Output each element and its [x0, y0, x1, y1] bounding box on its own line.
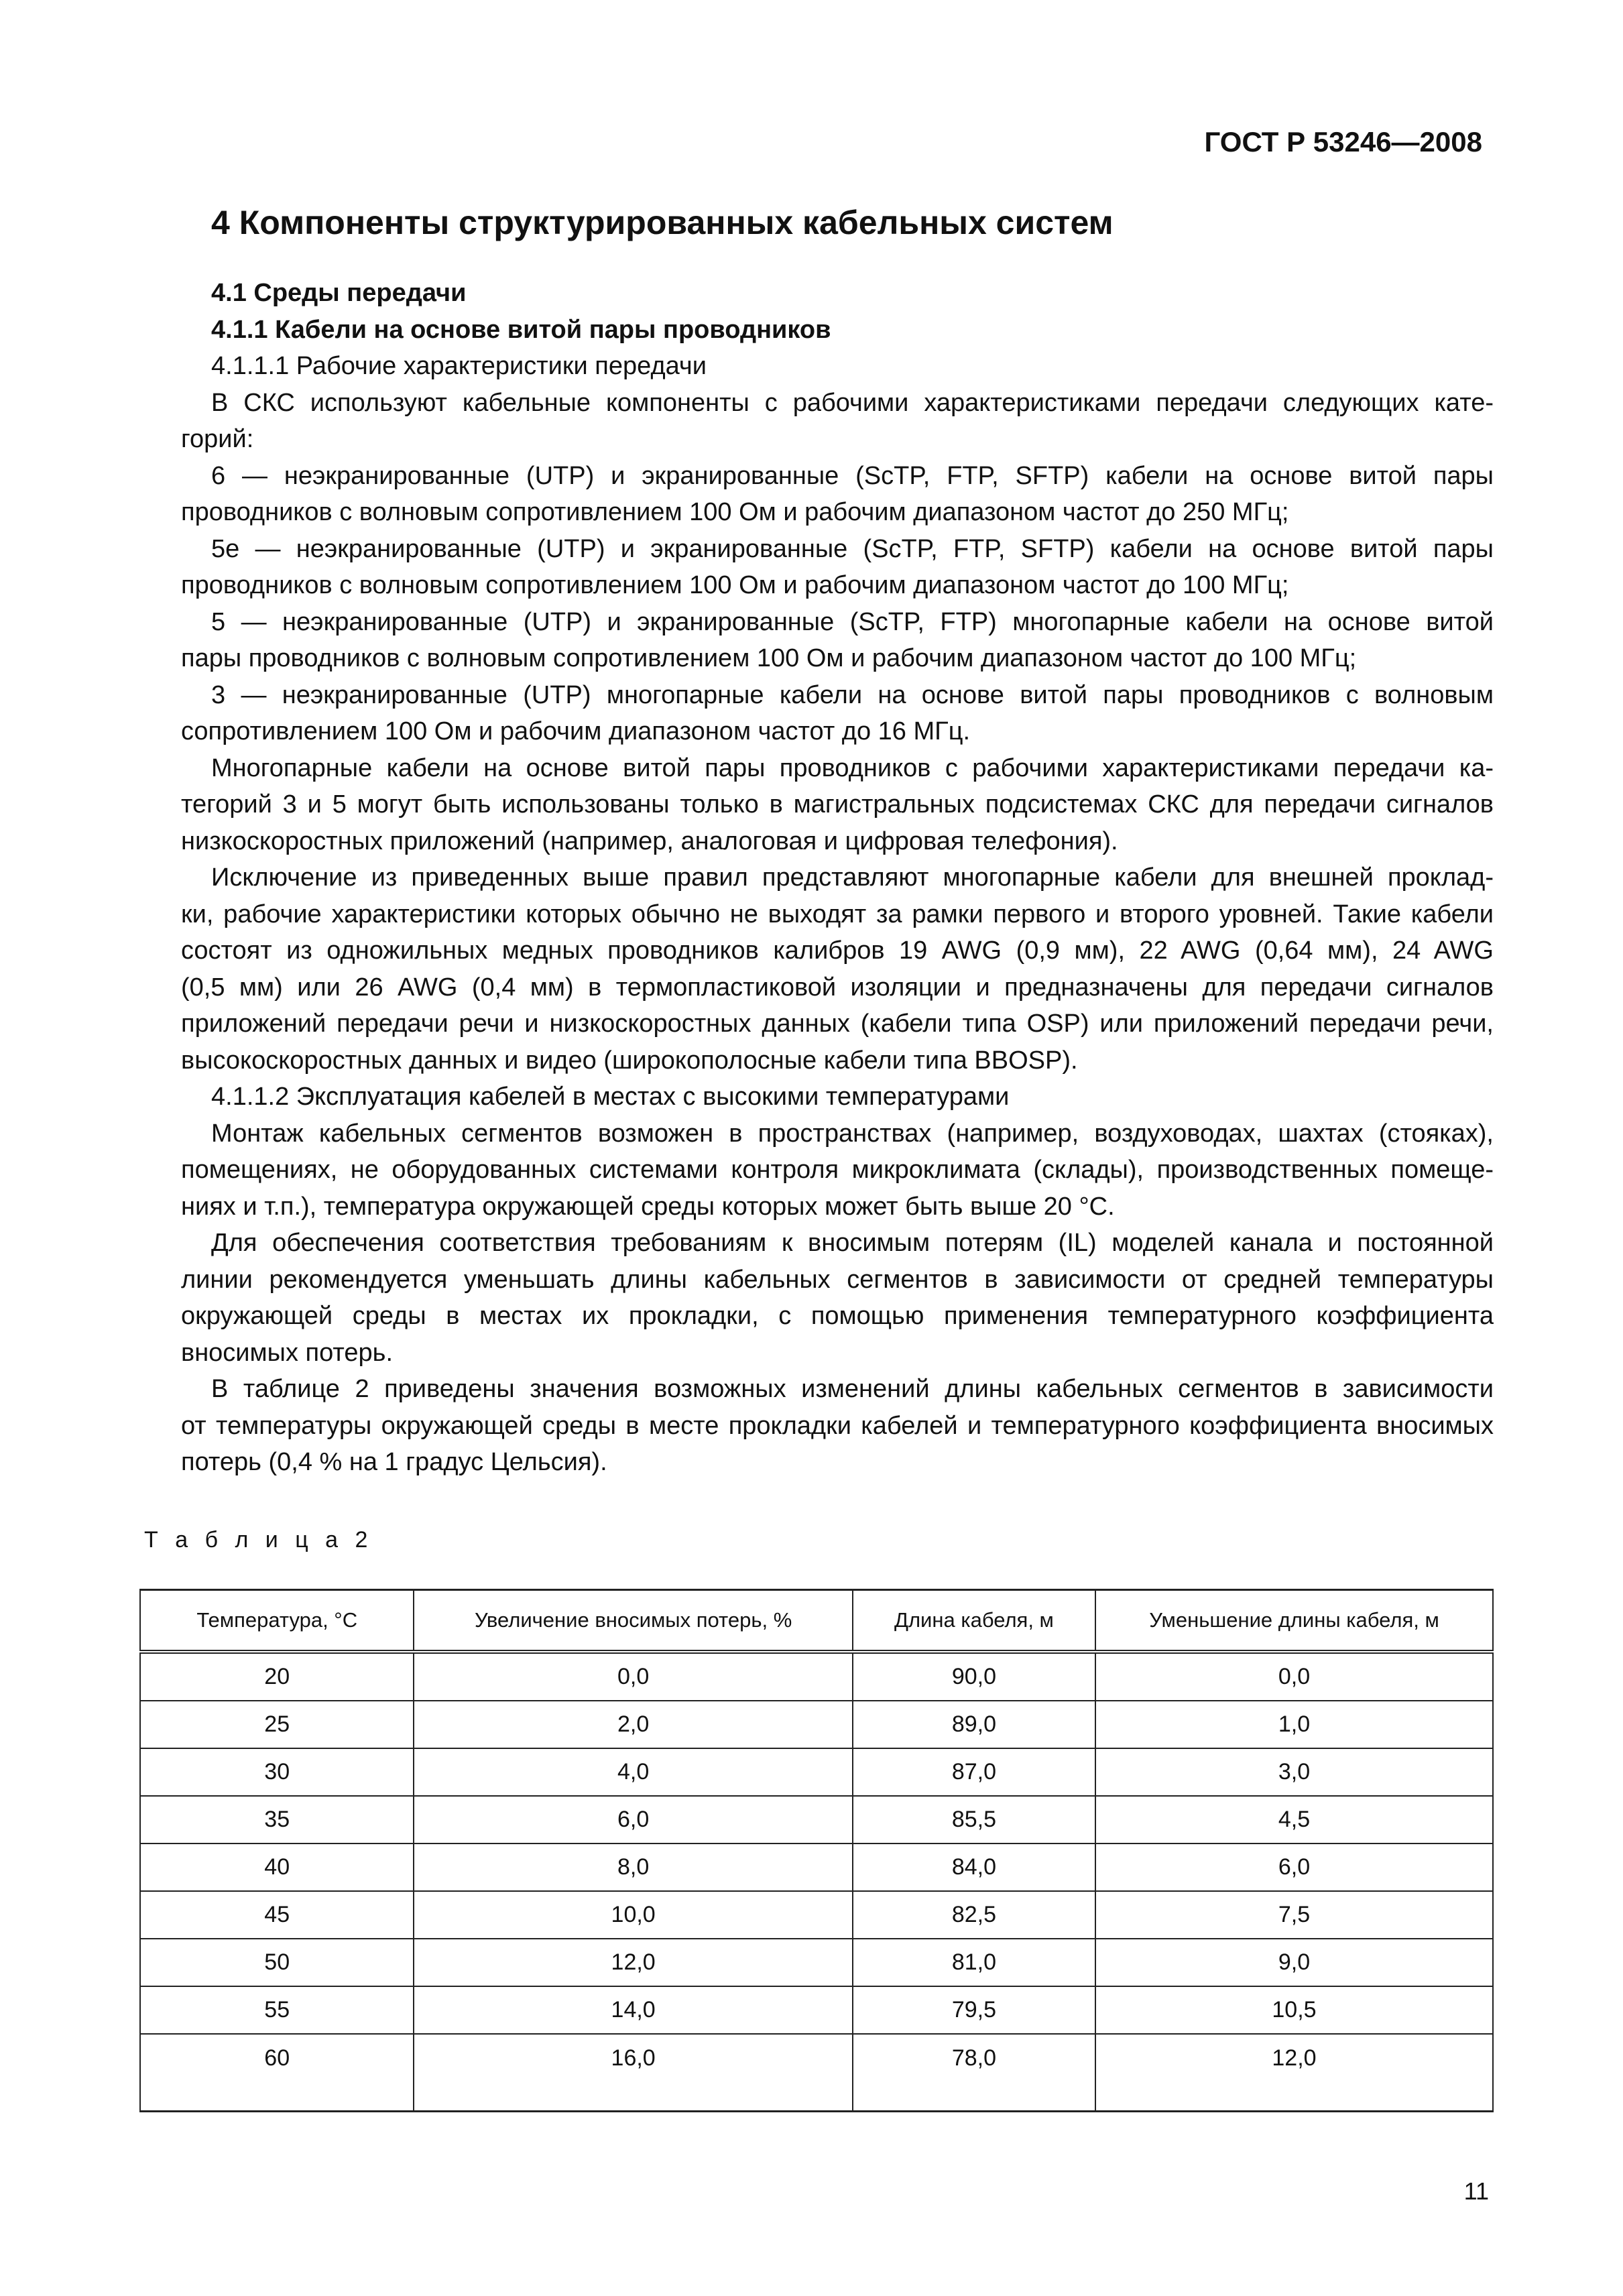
table-cell: 10,5 [1095, 1986, 1493, 2034]
text-line: сопротивлением 100 Ом и рабочим диапазоном частот до 16 МГц. [181, 717, 971, 745]
document-code: ГОСТ Р 53246—2008 [1204, 126, 1482, 158]
text-line: Монтаж кабельных сегментов возможен в пространствах (например, воздуховодах, шахтах (стояках), [211, 1119, 1494, 1148]
text-line: (0,5 мм) или 26 AWG (0,4 мм) в термопластиковой изоляции и предназначены для передачи сигналов [181, 973, 1494, 1002]
table-cell: 4,5 [1095, 1796, 1493, 1844]
table-row [140, 1796, 1493, 1844]
paragraph [181, 312, 1494, 349]
table-cell: 35 [140, 1796, 414, 1844]
table-row [140, 2034, 1493, 2112]
text-line: В таблице 2 приведены значения возможных изменений длины кабельных сегментов в зависимости [211, 1375, 1494, 1403]
paragraph [181, 859, 1494, 1079]
text-line: 5e — неэкранированные (UTP) и экранированные (ScTP, FTP, SFTP) кабели на основе витой пары [211, 534, 1494, 563]
text-line: 4.1 Среды передачи [211, 279, 467, 307]
text-line: Для обеспечения соответствия требованиям к вносимым потерям (IL) моделей канала и постоянной [211, 1229, 1494, 1257]
text-line: потерь (0,4 % на 1 градус Цельсия). [181, 1448, 607, 1476]
table-cell: 0,0 [414, 1652, 852, 1701]
table-cell: 8,0 [414, 1844, 852, 1891]
table-cell: 12,0 [1095, 2034, 1493, 2112]
table-cell: 55 [140, 1986, 414, 2034]
table-cell: 79,5 [853, 1986, 1095, 2034]
text-line: ниях и т.п.), температура окружающей среды которых может быть выше 20 °С. [181, 1192, 1115, 1221]
text-line: высокоскоростных данных и видео (широкополосные кабели типа BBOSP). [181, 1046, 1078, 1075]
section-title: 4 Компоненты структурированных кабельных систем [211, 204, 1114, 241]
table-cell: 60 [140, 2034, 414, 2112]
text-line: проводников с волновым сопротивлением 100 Ом и рабочим диапазоном частот до 100 МГц; [181, 571, 1289, 599]
paragraph [181, 1079, 1494, 1115]
table-header-row [140, 1590, 1493, 1652]
text-line: горий: [181, 425, 254, 453]
text-line: состоят из одножильных медных проводников калибров 19 AWG (0,9 мм), 22 AWG (0,64 мм), 24 AWG [181, 936, 1494, 965]
text-line: Исключение из приведенных выше правил представляют многопарные кабели для внешней проклад- [211, 863, 1494, 892]
text-line: проводников с волновым сопротивлением 100 Ом и рабочим диапазоном частот до 250 МГц; [181, 498, 1289, 526]
paragraph [181, 677, 1494, 750]
table-cell: 50 [140, 1939, 414, 1986]
text-line: линии рекомендуется уменьшать длины кабельных сегментов в зависимости от средней температуры [181, 1265, 1494, 1294]
table-cell: 40 [140, 1844, 414, 1891]
table-row [140, 1939, 1493, 1986]
table-cell: 14,0 [414, 1986, 852, 2034]
text-line: приложений передачи речи и низкоскоростных данных (кабели типа OSP) или приложений передачи речи, [181, 1010, 1494, 1038]
table-caption: Т а б л и ц а 2 [144, 1527, 373, 1553]
text-line: окружающей среды в местах их прокладки, с помощью применения температурного коэффициента [181, 1302, 1494, 1330]
paragraph [181, 604, 1494, 677]
table-cell: 12,0 [414, 1939, 852, 1986]
table-cell: 82,5 [853, 1891, 1095, 1939]
paragraph [181, 275, 1494, 312]
text-line: 3 — неэкранированные (UTP) многопарные кабели на основе витой пары проводников с волновым [211, 680, 1494, 709]
table-cell: 25 [140, 1701, 414, 1748]
table-cell: 20 [140, 1652, 414, 1701]
column-header: Увеличение вносимых потерь, % [414, 1590, 852, 1652]
body-text [181, 275, 1494, 1481]
paragraph [181, 458, 1494, 531]
table-cell: 6,0 [414, 1796, 852, 1844]
text-line: помещениях, не оборудованных системами контроля микроклимата (склады), производственных помеще- [181, 1156, 1494, 1184]
paragraph [181, 1115, 1494, 1225]
table-row [140, 1891, 1493, 1939]
paragraph [181, 348, 1494, 385]
page-number: 11 [1463, 2177, 1489, 2205]
table-row [140, 1652, 1493, 1701]
table-cell: 4,0 [414, 1748, 852, 1796]
text-line: 6 — неэкранированные (UTP) и экранированные (ScTP, FTP, SFTP) кабели на основе витой пары [211, 461, 1494, 490]
text-line: пары проводников с волновым сопротивлением 100 Ом и рабочим диапазоном частот до 100 МГц; [181, 644, 1357, 672]
table-cell: 89,0 [853, 1701, 1095, 1748]
table-cell: 0,0 [1095, 1652, 1493, 1701]
table-cell: 2,0 [414, 1701, 852, 1748]
table-cell: 10,0 [414, 1891, 852, 1939]
text-line: 4.1.1.2 Эксплуатация кабелей в местах с высокими температурами [211, 1083, 1010, 1111]
table-cell: 84,0 [853, 1844, 1095, 1891]
table-row [140, 1748, 1493, 1796]
text-line: низкоскоростных приложений (например, аналоговая и цифровая телефония). [181, 827, 1118, 855]
table-cell: 3,0 [1095, 1748, 1493, 1796]
paragraph [181, 1225, 1494, 1371]
column-header: Температура, °С [140, 1590, 414, 1652]
table-cell: 7,5 [1095, 1891, 1493, 1939]
table-cell: 90,0 [853, 1652, 1095, 1701]
table-cell: 1,0 [1095, 1701, 1493, 1748]
table-cell: 45 [140, 1891, 414, 1939]
text-line: вносимых потерь. [181, 1338, 394, 1367]
text-line: ки, рабочие характеристики которых обычно не выходят за рамки первого и второго уровней. Такие кабели [181, 900, 1494, 928]
table-cell: 85,5 [853, 1796, 1095, 1844]
table-cell: 78,0 [853, 2034, 1095, 2112]
text-line: тегорий 3 и 5 могут быть использованы только в магистральных подсистемах СКС для передачи сигналов [181, 790, 1494, 819]
column-header: Уменьшение длины кабеля, м [1095, 1590, 1493, 1652]
paragraph [181, 750, 1494, 860]
table-cell: 87,0 [853, 1748, 1095, 1796]
text-line: от температуры окружающей среды в месте прокладки кабелей и температурного коэффициента вносимых [181, 1411, 1494, 1440]
table-cell: 81,0 [853, 1939, 1095, 1986]
table-row [140, 1701, 1493, 1748]
table-row [140, 1844, 1493, 1891]
column-header: Длина кабеля, м [853, 1590, 1095, 1652]
text-line: 5 — неэкранированные (UTP) и экранированные (ScTP, FTP) многопарные кабели на основе витой [211, 607, 1494, 636]
table-cell: 9,0 [1095, 1939, 1493, 1986]
temperature-table [139, 1589, 1494, 2112]
table-cell: 30 [140, 1748, 414, 1796]
paragraph [181, 531, 1494, 604]
text-line: 4.1.1 Кабели на основе витой пары проводников [211, 315, 831, 344]
text-line: В СКС используют кабельные компоненты с рабочими характеристиками передачи следующих кате- [211, 388, 1494, 417]
paragraph [181, 1371, 1494, 1481]
table-cell: 16,0 [414, 2034, 852, 2112]
paragraph [181, 385, 1494, 458]
text-line: 4.1.1.1 Рабочие характеристики передачи [211, 352, 707, 380]
text-line: Многопарные кабели на основе витой пары проводников с рабочими характеристиками передачи ка- [211, 753, 1494, 782]
table-row [140, 1986, 1493, 2034]
table-cell: 6,0 [1095, 1844, 1493, 1891]
